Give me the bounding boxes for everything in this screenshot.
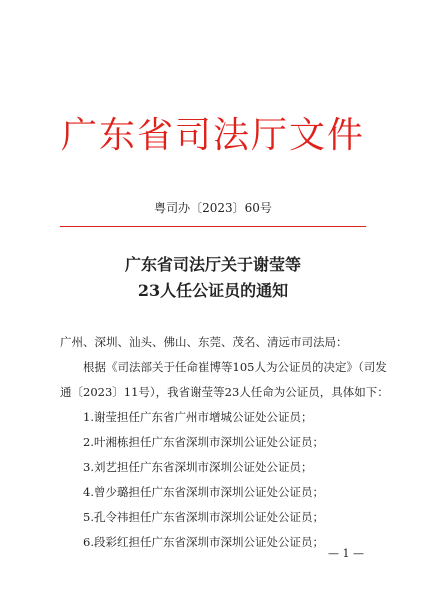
list-item: 6.段彩红担任广东省深圳市深圳公证处公证员； bbox=[83, 535, 324, 549]
notice-body bbox=[60, 330, 389, 555]
list-item: 4.曾少璐担任广东省深圳市深圳公证处公证员； bbox=[83, 485, 324, 499]
recipients-line: 广州、深圳、汕头、佛山、东莞、茂名、清远市司法局： bbox=[60, 335, 348, 349]
notice-title-line-1: 广东省司法厅关于谢莹等 bbox=[124, 255, 301, 274]
document-number: 粤司办〔2023〕60号 bbox=[154, 201, 272, 215]
list-item: 5.孔令祎担任广东省深圳市深圳公证处公证员； bbox=[83, 510, 324, 524]
list-item: 3.刘艺担任广东省深圳市深圳公证处公证员； bbox=[83, 460, 313, 474]
paragraph-1-line-1: 根据《司法部关于任命崔博等105人为公证员的决定》（司发 bbox=[83, 360, 387, 374]
notice-title-line-2: 23人任公证员的通知 bbox=[137, 281, 289, 300]
notice-title bbox=[0, 252, 426, 304]
list-item: 1.谢莹担任广东省广州市增城公证处公证员； bbox=[83, 410, 313, 424]
document-header-title: 广东省司法厅文件 bbox=[60, 115, 365, 156]
red-divider-line bbox=[60, 226, 366, 227]
page-number: — 1 — bbox=[328, 547, 364, 560]
paragraph-1-line-2: 通〔2023〕11号），我省谢莹等23人任命为公证员，具体如下： bbox=[60, 385, 389, 399]
list-item: 2.叶湘栋担任广东省深圳市深圳公证处公证员； bbox=[83, 435, 324, 449]
